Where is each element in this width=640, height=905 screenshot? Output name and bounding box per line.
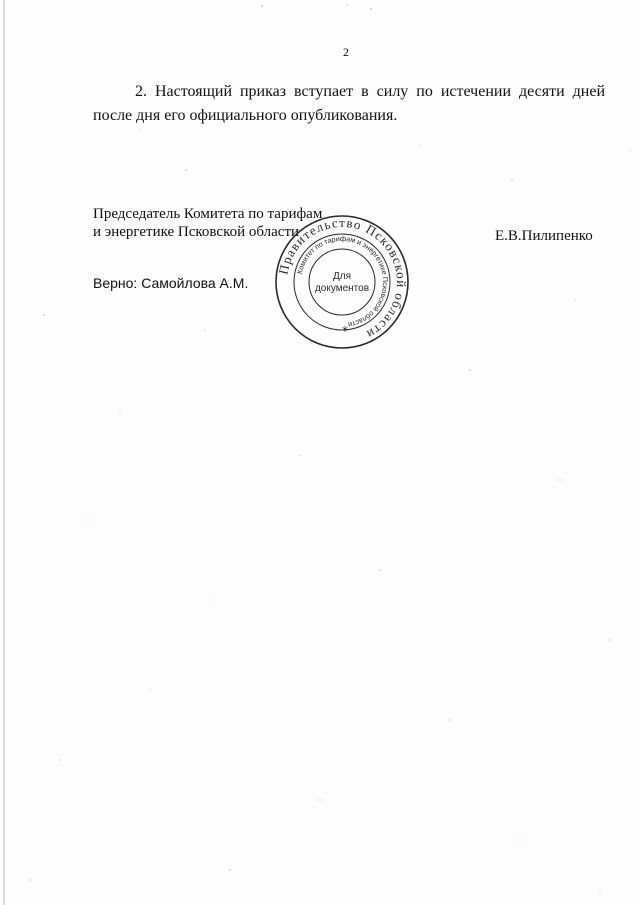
page-number: 2 xyxy=(343,45,349,59)
seal-outer-text: Правительство Псковской области xyxy=(275,214,410,343)
order-paragraph-2: 2. Настоящий приказ вступает в силу по истечении десяти дней после дня его официального опубликования. xyxy=(93,83,605,124)
official-seal-stamp xyxy=(272,212,412,352)
verified-by-note: Верно: Самойлова А.М. xyxy=(93,275,249,291)
signer-title-line1: Председатель Комитета по тарифам xyxy=(93,206,323,222)
seal-center-line1: Для xyxy=(332,271,352,282)
seal-inner-text: Комитет по тарифам и энергетике Псковской области xyxy=(294,233,391,330)
seal-center-line2: документов xyxy=(314,283,370,294)
signer-name: Е.В.Пилипенко xyxy=(495,228,593,244)
seal-star-icon: * xyxy=(342,324,348,338)
signer-title-line2: и энергетике Псковской области xyxy=(93,224,300,240)
seal-inner-ring xyxy=(309,249,375,315)
